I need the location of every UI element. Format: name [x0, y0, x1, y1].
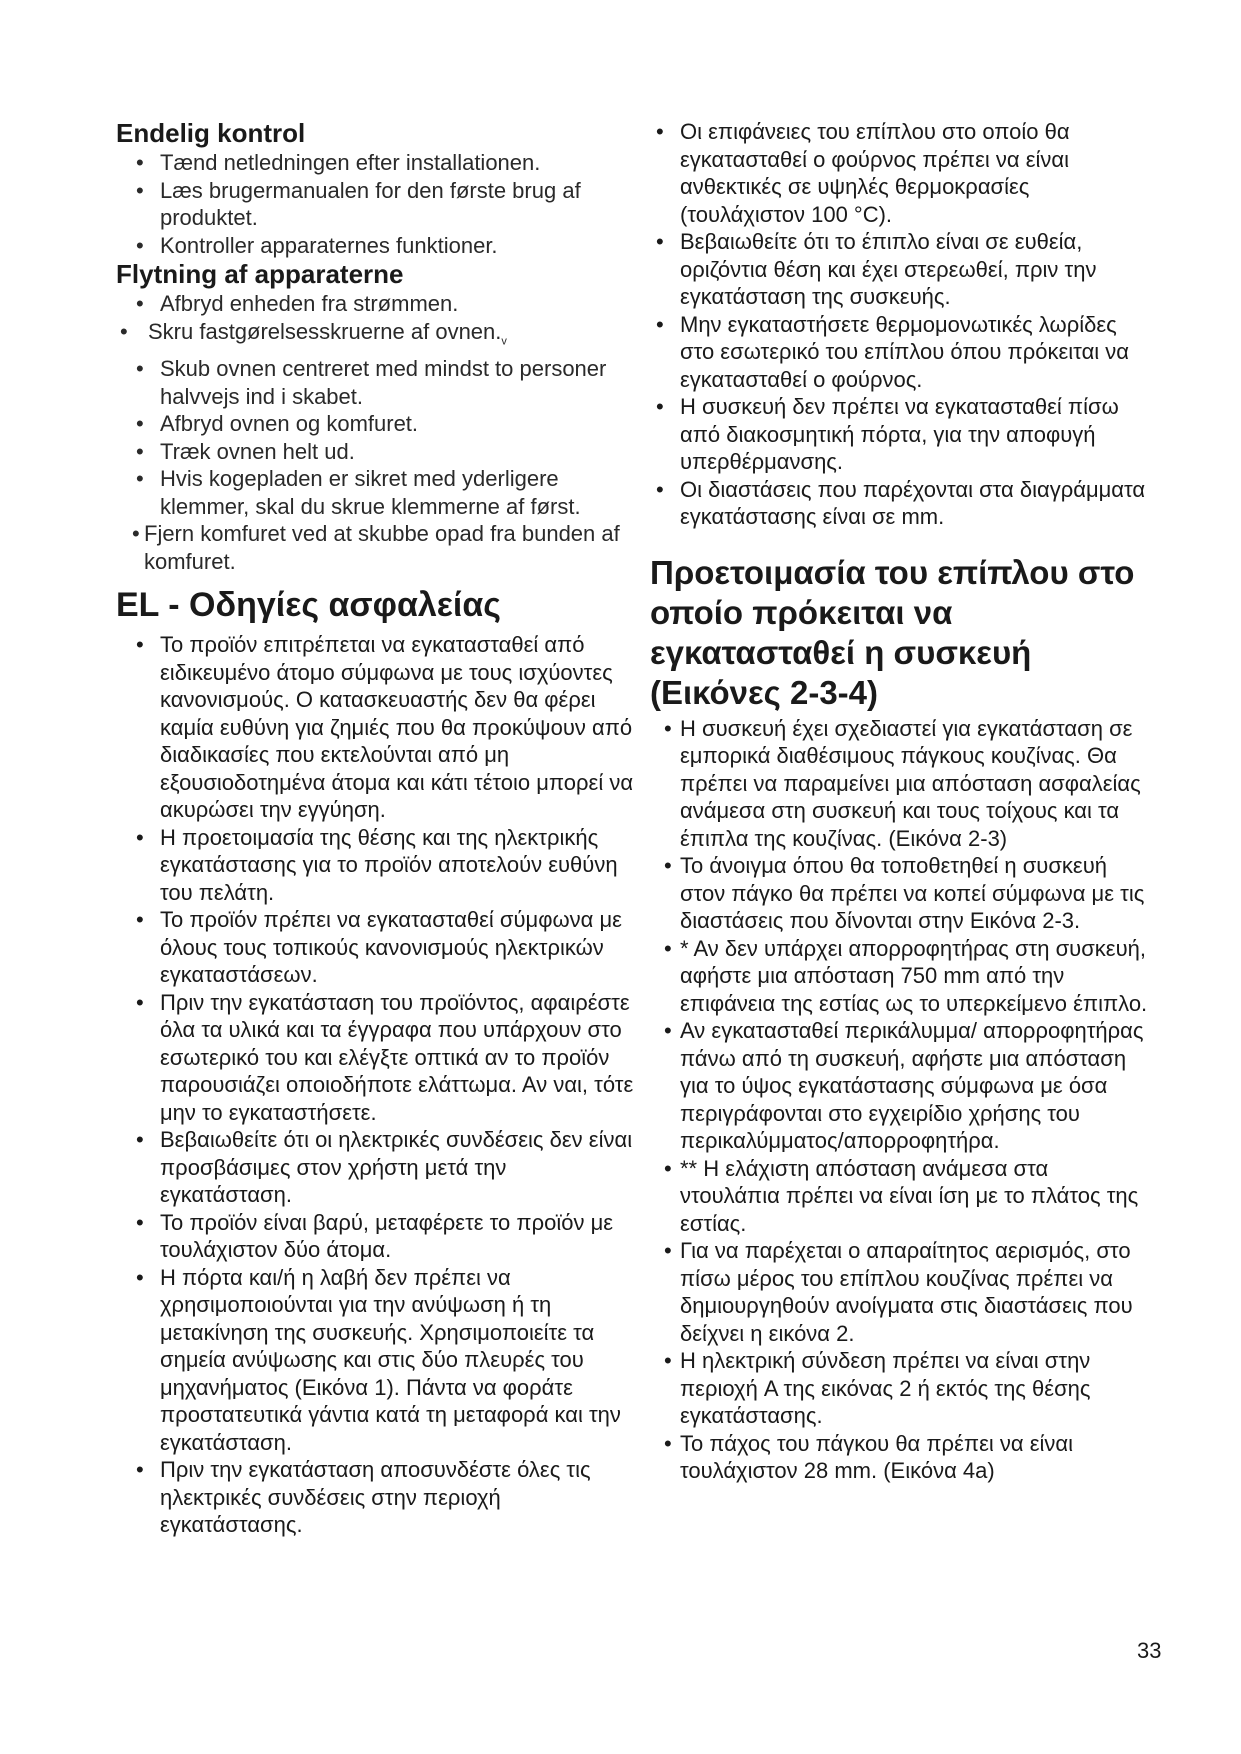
list-item: • Πριν την εγκατάσταση του προϊόντος, αφαιρέστε όλα τα υλικά και τα έγγραφα που υπάρχουν στο εσωτερικό του και ελέγξτε οπτικά αν το προϊόν παρουσιάζει οποιοδήποτε ελάττωμα. Αν ναι, τότε μην το εγκαταστήσετε.: [136, 989, 634, 1125]
furniture-requirements-list: [650, 118, 1150, 531]
list-item: • Træk ovnen helt ud.: [136, 438, 355, 464]
list-item: • Για να παρέχεται ο απαραίτητος αερισμός, στο πίσω μέρος του επίπλου κουζίνας πρέπει να δημιουργηθούν ανοίγματα στις διαστάσεις που δείχνει η εικόνα 2.: [664, 1238, 1133, 1346]
list-item: • Το άνοιγμα όπου θα τοποθετηθεί η συσκευή στον πάγκο θα πρέπει να κοπεί σύμφωνα με τις διαστάσεις που δίνονται στην Εικόνα 2-3.: [664, 853, 1145, 933]
list-item: • Afbryd ovnen og komfuret.: [136, 411, 419, 437]
list-item: • Hvis kogepladen er sikret med yderligere klemmer, skal du skrue klemmerne af først.: [136, 466, 581, 519]
list-item: • Το πάχος του πάγκου θα πρέπει να είναι τουλάχιστον 28 mm. (Εικόνα 4a): [664, 1430, 1074, 1483]
list-item: • Το προϊόν πρέπει να εγκατασταθεί σύμφωνα με όλους τους τοπικούς κανονισμούς ηλεκτρικών εγκαταστάσεων.: [136, 907, 622, 988]
list-item: • Το προϊόν επιτρέπεται να εγκατασταθεί από ειδικευμένο άτομο σύμφωνα με τους ισχύοντες κανονισμούς. Ο κατασκευαστής δεν θα φέρει καμία ευθύνη για ζημιές που θα προκύψουν από διαδικασίες που εκτελούνται από μη εξουσιοδοτημένα άτομα και κάτι τέτοιο μπορεί να ακυρώσει την εγγύηση.: [136, 632, 634, 823]
list-item: • Tænd netledningen efter installationen.: [136, 150, 541, 175]
list-item: • Afbryd enheden fra strømmen.: [136, 291, 459, 316]
preparation-list: [650, 715, 1150, 1485]
heading-safety-instructions: EL - Οδηγίες ασφαλείας: [116, 586, 501, 625]
list-item: • Η συσκευή έχει σχεδιαστεί για εγκατάσταση σε εμπορικά διαθέσιμους πάγκους κουζίνας. Θα πρέπει να παραμείνει μια απόσταση ασφαλείας ανάμεσα στη συσκευή και τους τοίχους και τα έπιπλα της κουζίνας. (Εικόνα 2-3): [664, 715, 1141, 851]
list-item: • Η ηλεκτρική σύνδεση πρέπει να είναι στην περιοχή A της εικόνας 2 ή εκτός της θέσης εγκατάστασης.: [664, 1348, 1091, 1428]
list-item: • Οι διαστάσεις που παρέχονται στα διαγράμματα εγκατάστασης είναι σε mm.: [656, 476, 1146, 529]
heading-moving-appliances: Flytning af apparaterne: [116, 259, 404, 289]
left-column: [116, 118, 636, 1539]
footnote-mark: v: [501, 334, 507, 347]
list-item: • Læs brugermanualen for den første brug af produktet.: [136, 177, 581, 230]
page-number: 33: [1137, 1638, 1162, 1663]
list-item: • Οι επιφάνειες του επίπλου στο οποίο θα εγκατασταθεί ο φούρνος πρέπει να είναι ανθεκτικές σε υψηλές θερμοκρασίες (τουλάχιστον 100 °C).: [656, 119, 1070, 227]
list-item: • Το προϊόν είναι βαρύ, μεταφέρετε το προϊόν με τουλάχιστον δύο άτομα.: [136, 1209, 614, 1263]
safety-list: [116, 631, 636, 1539]
list-item: • * Αν δεν υπάρχει απορροφητήρας στη συσκευή, αφήστε μια απόσταση 750 mm από την επιφάνεια της εστίας ως το υπερκείμενο έπιπλο.: [664, 935, 1148, 1016]
list-item: • ** Η ελάχιστη απόσταση ανάμεσα στα ντουλάπια πρέπει να είναι ίση με το πλάτος της εστίας.: [664, 1155, 1139, 1236]
moving-list: [116, 290, 636, 575]
list-item: • Βεβαιωθείτε ότι το έπιπλο είναι σε ευθεία, οριζόντια θέση και έχει στερεωθεί, πριν την εγκατάσταση της συσκευής.: [656, 229, 1097, 309]
heading-final-check: Endelig kontrol: [116, 118, 306, 148]
list-item: • Η προετοιμασία της θέσης και της ηλεκτρικής εγκατάστασης για το προϊόν αποτελούν ευθύνη του πελάτη.: [136, 824, 618, 905]
list-item: • Η συσκευή δεν πρέπει να εγκατασταθεί πίσω από διακοσμητική πόρτα, για την αποφυγή υπερθέρμανσης.: [656, 394, 1119, 474]
list-item: • Βεβαιωθείτε ότι οι ηλεκτρικές συνδέσεις δεν είναι προσβάσιμες στον χρήστη μετά την εγκατάσταση.: [136, 1127, 633, 1208]
heading-furniture-preparation: Προετοιμασία του επίπλου στο οποίο πρόκειται να εγκατασταθεί η συσκευή (Εικόνες 2-3-4): [650, 553, 1135, 711]
list-item: • Skru fastgørelsesskruerne af $ovnen._v$: [120, 318, 507, 347]
list-item: • Πριν την εγκατάσταση αποσυνδέστε όλες τις ηλεκτρικές συνδέσεις στην περιοχή εγκατάστασης.: [136, 1457, 591, 1538]
list-item: • Skub ovnen centreret med mindst to personer halvvejs ind i skabet.: [136, 356, 607, 409]
final-check-list: [116, 149, 636, 259]
right-column: [650, 118, 1150, 1485]
list-item: • Kontroller apparaternes funktioner.: [136, 232, 498, 258]
list-item: • Αν εγκατασταθεί περικάλυμμα/ απορροφητήρας πάνω από τη συσκευή, αφήστε μια απόσταση για το ύψος εγκατάστασης σύμφωνα με όσα περιγράφονται στο εγχειρίδιο χρήσης του περικαλύμματος/απορροφητήρα.: [664, 1018, 1144, 1153]
list-item: • Μην εγκαταστήσετε θερμομονωτικές λωρίδες στο εσωτερικό του επίπλου όπου πρόκειται να εγκατασταθεί ο φούρνος.: [656, 311, 1130, 392]
list-item: • Fjern komfuret ved at skubbe opad fra bunden af komfuret.: [132, 521, 620, 574]
list-item: • Η πόρτα και/ή η λαβή δεν πρέπει να χρησιμοποιούνται για την ανύψωση ή τη μετακίνηση της συσκευής. Χρησιμοποιείτε τα σημεία ανύψωσης και στις δύο πλευρές του μηχανήματος (Εικόνα 1). Πάντα να φοράτε προστατευτικά γάντια κατά τη μεταφορά και την εγκατάσταση.: [136, 1264, 621, 1455]
